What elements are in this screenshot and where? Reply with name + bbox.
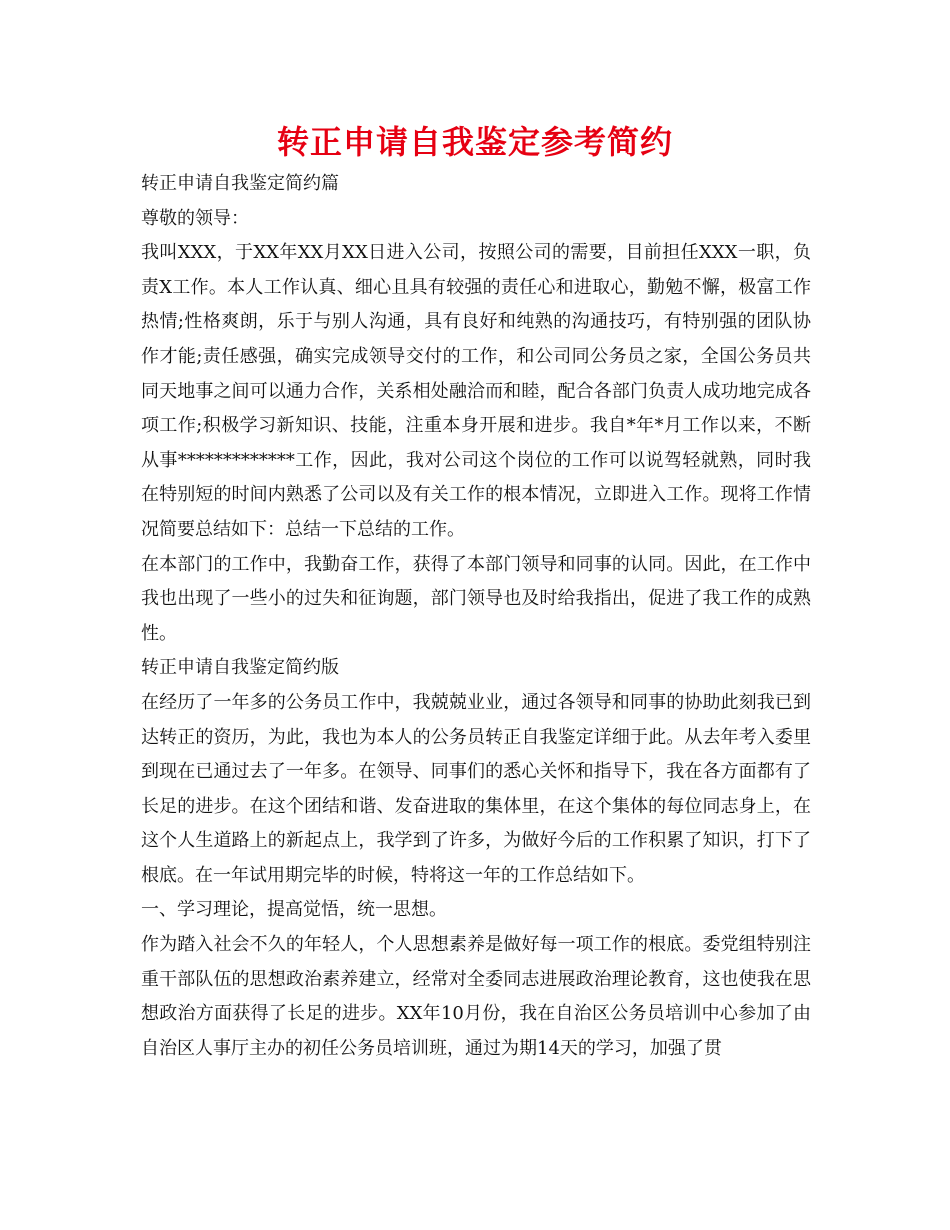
salutation: 尊敬的领导： (141, 207, 249, 229)
paragraph-1: 我叫XXX，于XX年XX月XX日进入公司，按照公司的需要，目前担任XXX一职，负责X工作。本人工作认真、细心且具有较强的责任心和进取心，勤勉不懈，极富工作热情;性格爽朗，乐于与别人沟通，具有良好和纯熟的沟通技巧，有特别强的团队协作才能;责任感强，确实完成领导交付的工作，和公司同公务员之家，全国公务员共同天地事之间可以通力合作，关系相处融洽而和睦，配合各部门负责人成功地完成各项工作;积极学习新知识、技能，注重本身开展和进步。我自*年*月工作以来，不断从事*************工作，因此，我对公司这个岗位的工作可以说驾轻就熟，同时我在特别短的时间内熟悉了公司以及有关工作的根本情况，立即进入工作。现将工作情况简要总结如下：总结一下总结的工作。 (141, 242, 811, 540)
subheading-1: 一、学习理论，提高觉悟，统一思想。 (141, 899, 447, 921)
section-heading-2: 转正申请自我鉴定简约版 (141, 657, 339, 679)
paragraph-3: 在经历了一年多的公务员工作中，我兢兢业业，通过各领导和同事的协助此刻我已到达转正的资历，为此，我也为本人的公务员转正自我鉴定详细于此。从去年考入委里到现在已通过去了一年多。在领导、同事们的悉心关怀和指导下，我在各方面都有了长足的进步。在这个团结和谐、发奋进取的集体里，在这个集体的每位同志身上，在这个人生道路上的新起点上，我学到了许多，为做好今后的工作积累了知识，打下了根底。在一年试用期完毕的时候，特将这一年的工作总结如下。 (141, 691, 811, 886)
paragraph-4: 作为踏入社会不久的年轻人，个人思想素养是做好每一项工作的根底。委党组特别注重干部队伍的思想政治素养建立，经常对全委同志进展政治理论教育，这也使我在思想政治方面获得了长足的进步。XX年10月份，我在自治区公务员培训中心参加了由自治区人事厅主办的初任公务员培训班，通过为期14天的学习，加强了贯 (141, 934, 811, 1059)
document-title: 转正申请自我鉴定参考简约 (276, 123, 673, 161)
document-body (141, 167, 811, 1066)
paragraph-2: 在本部门的工作中，我勤奋工作，获得了本部门领导和同事的认同。因此，在工作中我也出现了一些小的过失和征询题，部门领导也及时给我指出，促进了我工作的成熟性。 (141, 553, 811, 644)
section-heading-1: 转正申请自我鉴定简约篇 (141, 173, 339, 194)
